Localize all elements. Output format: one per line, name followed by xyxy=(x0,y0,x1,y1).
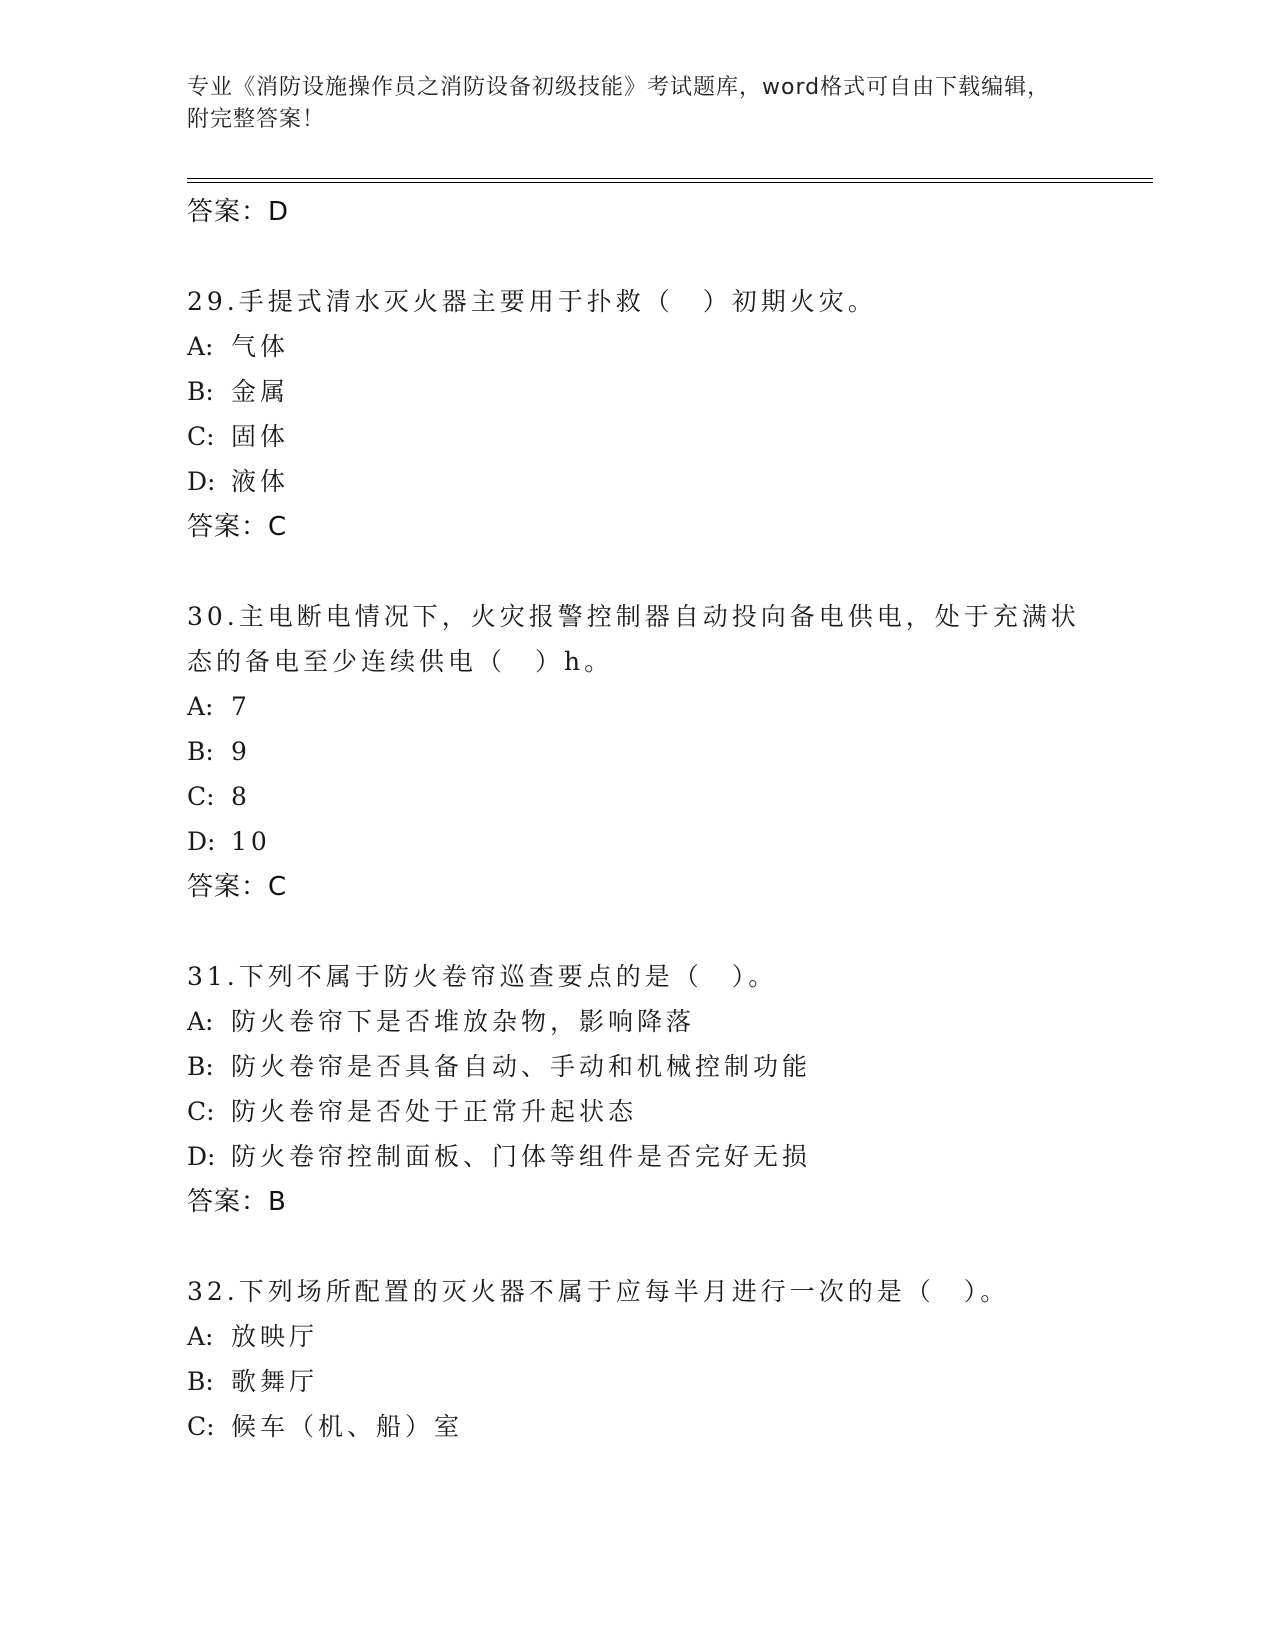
option-text: 9 xyxy=(231,737,251,766)
option-d xyxy=(187,819,1087,864)
option-a xyxy=(187,684,1087,729)
option-letter: D: xyxy=(187,467,216,496)
option-text: 固体 xyxy=(231,422,290,451)
option-letter: D: xyxy=(187,827,216,856)
header-rule-bottom xyxy=(187,182,1153,183)
option-text: 放映厅 xyxy=(231,1322,319,1351)
answer-line: 答案：D xyxy=(187,197,290,227)
question-list xyxy=(187,189,1087,1449)
option-a xyxy=(187,324,1087,369)
option-text: 防火卷帘是否处于正常升起状态 xyxy=(231,1097,638,1126)
option-text: 防火卷帘是否具备自动、手动和机械控制功能 xyxy=(231,1052,812,1081)
option-b xyxy=(187,1044,1087,1089)
question-29: 29.手提式清水灭火器主要用于扑救（ ）初期火灾。 xyxy=(187,287,877,316)
option-letter: D: xyxy=(187,1142,216,1171)
option-b xyxy=(187,369,1087,414)
option-c xyxy=(187,1404,1087,1449)
option-letter: C: xyxy=(187,422,215,451)
option-letter: C: xyxy=(187,1097,215,1126)
option-d xyxy=(187,1134,1087,1179)
answer-line: 答案：C xyxy=(187,872,288,902)
option-text: 10 xyxy=(231,827,271,856)
option-letter: A: xyxy=(187,692,214,721)
option-c xyxy=(187,774,1087,819)
question-30: 30.主电断电情况下，火灾报警控制器自动投向备电供电，处于充满状态的备电至少连续供电（ ）h。 xyxy=(187,602,1080,676)
option-text: 8 xyxy=(231,782,251,811)
option-c xyxy=(187,1089,1087,1134)
option-b xyxy=(187,729,1087,774)
option-letter: A: xyxy=(187,1322,214,1351)
option-letter: A: xyxy=(187,332,214,361)
option-b xyxy=(187,1359,1087,1404)
document-header: 专业《消防设施操作员之消防设备初级技能》考试题库，word格式可自由下载编辑，附完整答案！ xyxy=(187,75,1051,132)
option-text: 候车（机、船）室 xyxy=(231,1412,464,1441)
question-32: 32.下列场所配置的灭火器不属于应每半月进行一次的是（ ）。 xyxy=(187,1277,1010,1306)
option-text: 金属 xyxy=(231,377,290,406)
answer-line: 答案：B xyxy=(187,1187,287,1217)
option-letter: B: xyxy=(187,377,214,406)
option-text: 液体 xyxy=(231,467,290,496)
option-text: 气体 xyxy=(231,332,290,361)
option-letter: C: xyxy=(187,1412,215,1441)
option-text: 防火卷帘下是否堆放杂物，影响降落 xyxy=(231,1007,696,1036)
option-text: 歌舞厅 xyxy=(231,1367,319,1396)
answer-line: 答案：C xyxy=(187,512,288,542)
option-a xyxy=(187,999,1087,1044)
option-letter: A: xyxy=(187,1007,214,1036)
option-text: 7 xyxy=(231,692,251,721)
option-text: 防火卷帘控制面板、门体等组件是否完好无损 xyxy=(231,1142,812,1171)
option-letter: C: xyxy=(187,782,215,811)
option-letter: B: xyxy=(187,1367,214,1396)
option-a xyxy=(187,1314,1087,1359)
option-d xyxy=(187,459,1087,504)
option-c xyxy=(187,414,1087,459)
option-letter: B: xyxy=(187,737,214,766)
header-rule-top xyxy=(187,178,1153,179)
question-31: 31.下列不属于防火卷帘巡查要点的是（ ）。 xyxy=(187,962,778,991)
option-letter: B: xyxy=(187,1052,214,1081)
